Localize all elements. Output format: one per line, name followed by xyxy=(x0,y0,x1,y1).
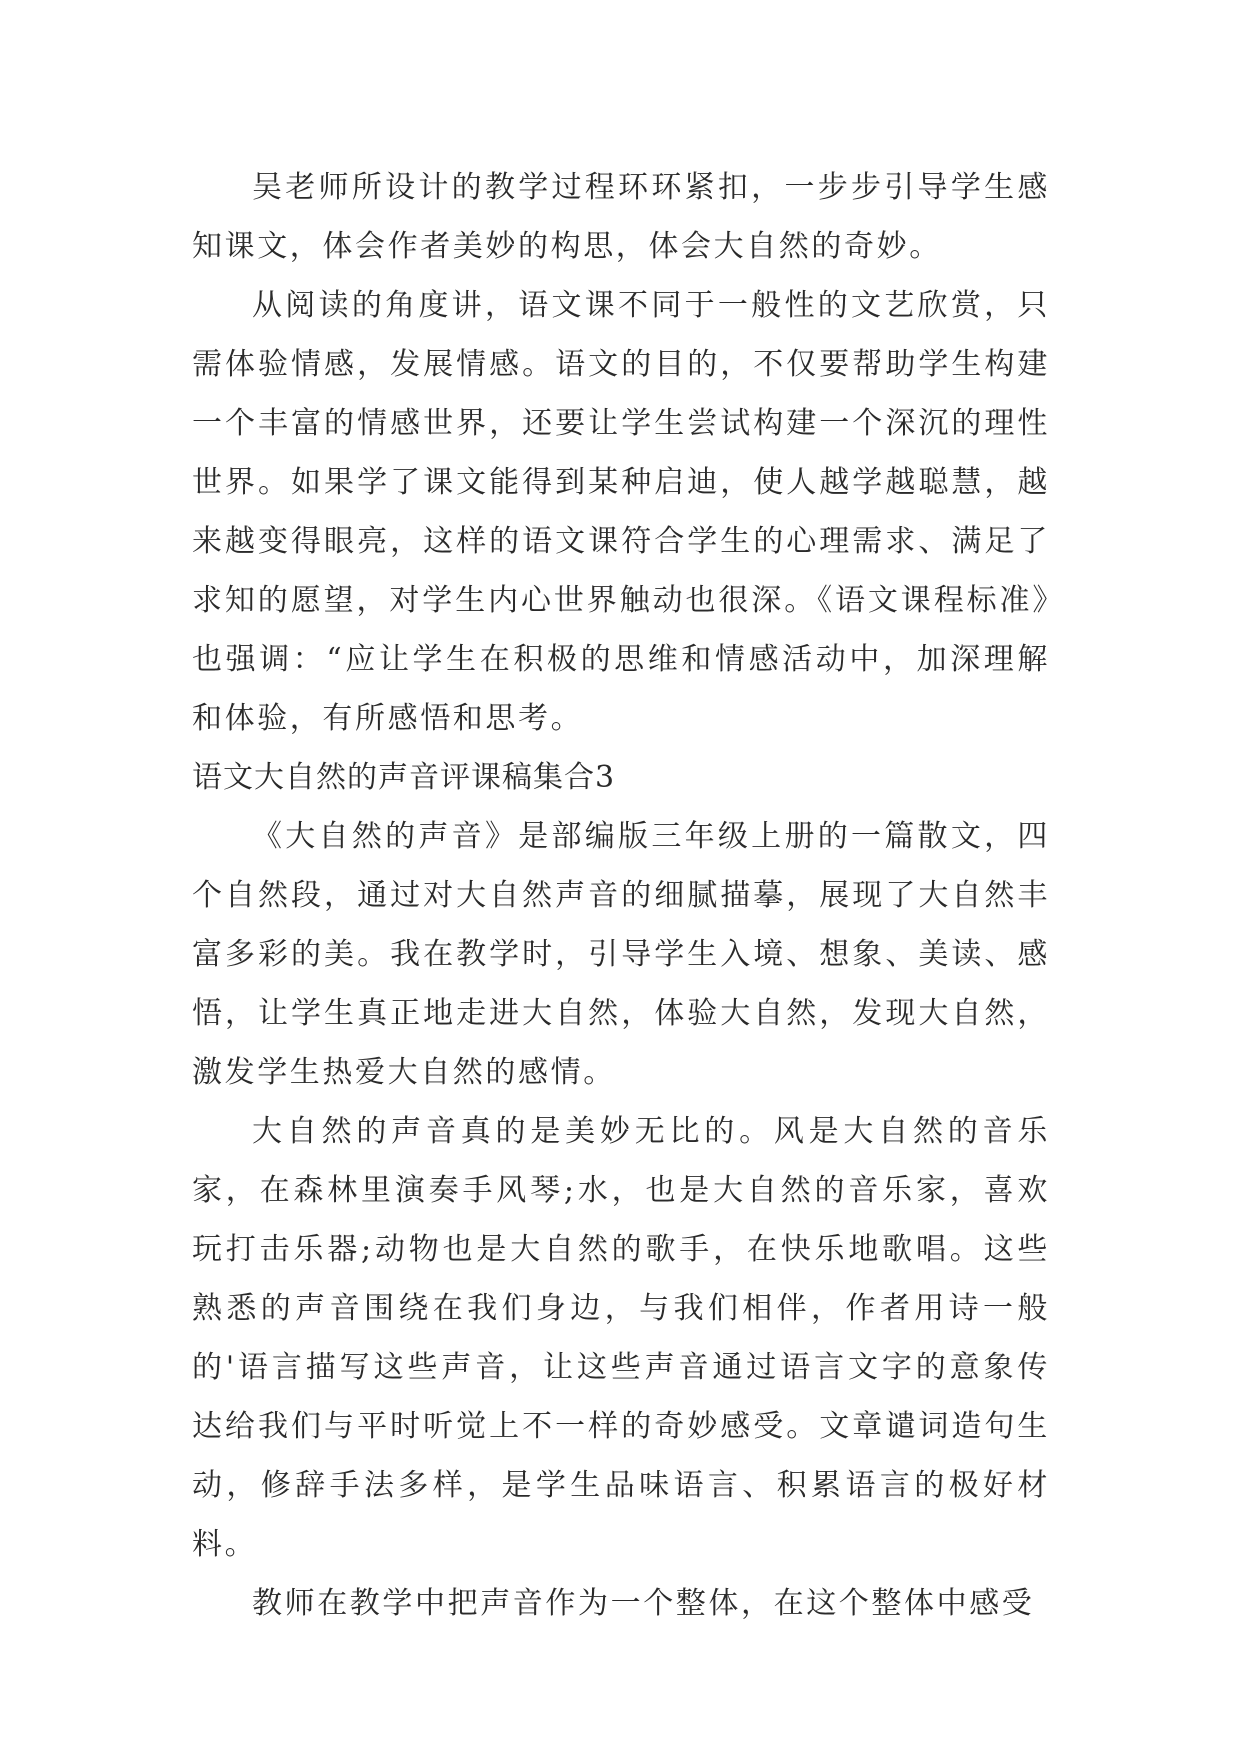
section-heading: 语文大自然的声音评课稿集合3 xyxy=(192,760,616,795)
paragraph: 吴老师所设计的教学过程环环紧扣，一步步引导学生感知课文，体会作者美妙的构思，体会大自然的奇妙。 xyxy=(192,170,1050,264)
paragraph: 大自然的声音真的是美妙无比的。风是大自然的音乐家，在森林里演奏手风琴;水，也是大自然的音乐家，喜欢玩打击乐器;动物也是大自然的歌手，在快乐地歌唱。这些熟悉的声音围绕在我们身边，与我们相伴，作者用诗一般的'语言描写这些声音，让这些声音通过语言文字的意象传达给我们与平时听觉上不一样的奇妙感受。文章谴词造句生动，修辞手法多样，是学生品味语言、积累语言的极好材料。 xyxy=(192,1114,1050,1562)
paragraph: 从阅读的角度讲，语文课不同于一般性的文艺欣赏，只需体验情感，发展情感。语文的目的，不仅要帮助学生构建一个丰富的情感世界，还要让学生尝试构建一个深沉的理性世界。如果学了课文能得到某种启迪，使人越学越聪慧，越来越变得眼亮，这样的语文课符合学生的心理需求、满足了求知的愿望，对学生内心世界触动也很深。《语文课程标准》也强调：“应让学生在积极的思维和情感活动中，加深理解和体验，有所感悟和思考。 xyxy=(192,288,1050,736)
paragraph: 教师在教学中把声音作为一个整体，在这个整体中感受 xyxy=(252,1586,1035,1621)
paragraph: 《大自然的声音》是部编版三年级上册的一篇散文，四个自然段，通过对大自然声音的细腻描摹，展现了大自然丰富多彩的美。我在教学时，引导学生入境、想象、美读、感悟，让学生真正地走进大自然，体验大自然，发现大自然，激发学生热爱大自然的感情。 xyxy=(192,819,1050,1090)
document-page xyxy=(192,158,1050,1633)
